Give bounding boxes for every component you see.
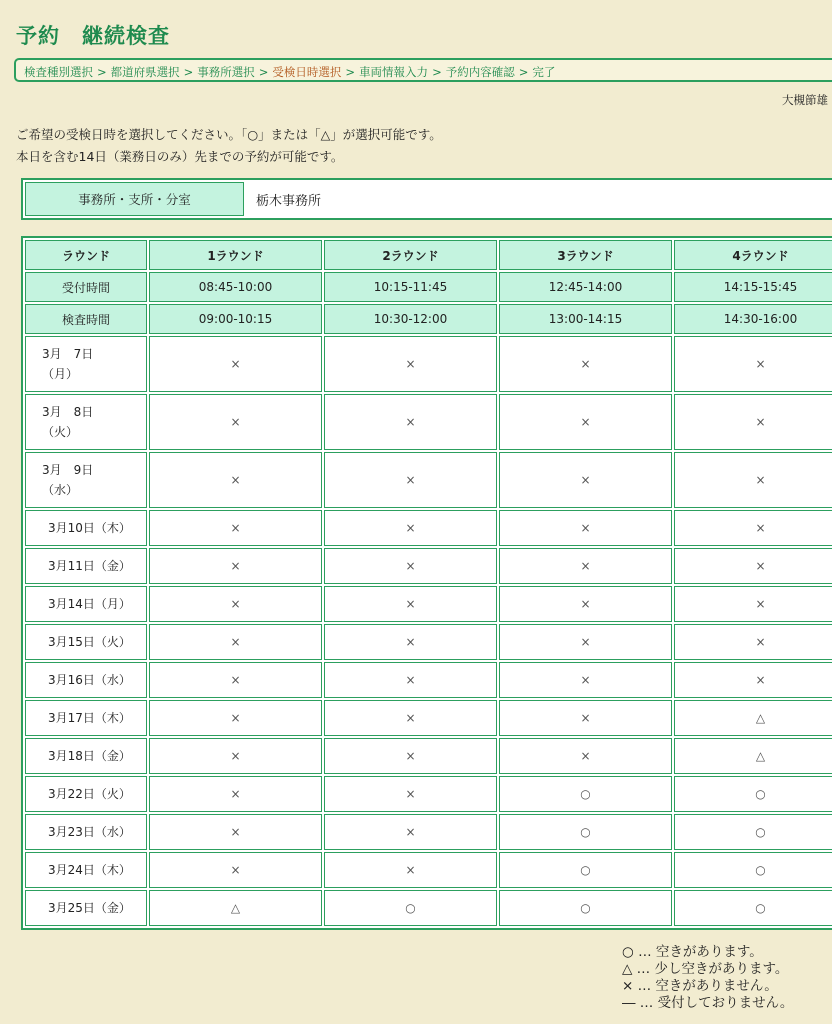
slot-cell: ×: [674, 452, 832, 508]
slot-cell: ×: [149, 586, 322, 622]
slot-cell: ×: [499, 394, 672, 450]
slot-cell: ×: [674, 394, 832, 450]
slot-cell: ×: [324, 336, 497, 392]
legend-item-full: × … 空きがありません。: [622, 978, 778, 994]
schedule-row: [25, 890, 832, 926]
legend-item-closed: ― … 受付しておりません。: [622, 995, 794, 1011]
page-title-main: 予約: [16, 24, 60, 48]
date-label: 3月25日: [48, 901, 95, 915]
reception-time: 10:15-11:45: [324, 272, 497, 302]
slot-cell[interactable]: △: [674, 738, 832, 774]
date-label: 3月10日: [48, 521, 95, 535]
date-cell: [25, 890, 147, 926]
slot-cell: ×: [674, 336, 832, 392]
slot-cell[interactable]: ○: [674, 776, 832, 812]
weekday-label: （水）: [94, 673, 131, 687]
slot-cell: ×: [499, 662, 672, 698]
weekday-label: （木）: [94, 863, 131, 877]
breadcrumb-link[interactable]: 検査種別選択: [24, 65, 93, 79]
weekday-label: （木）: [94, 711, 131, 725]
date-cell: [25, 336, 147, 392]
weekday-label: （水）: [94, 825, 131, 839]
breadcrumb-link[interactable]: 車両情報入力: [359, 65, 429, 79]
slot-cell: ×: [149, 852, 322, 888]
slot-cell: ×: [499, 510, 672, 546]
slot-cell: ×: [499, 586, 672, 622]
reception-time: 08:45-10:00: [149, 272, 322, 302]
schedule-row: [25, 336, 832, 392]
slot-cell: ×: [499, 700, 672, 736]
slot-cell[interactable]: ○: [499, 852, 672, 888]
weekday-label: （火）: [94, 787, 131, 801]
breadcrumb-separator: >: [258, 65, 269, 79]
slot-cell: ×: [674, 586, 832, 622]
weekday-label: （水）: [42, 483, 79, 497]
breadcrumb-separator: >: [518, 65, 529, 79]
slot-cell: ×: [324, 738, 497, 774]
weekday-label: （月）: [94, 597, 131, 611]
date-cell: [25, 452, 147, 508]
date-label: 3月24日: [48, 863, 95, 877]
date-cell: [25, 662, 147, 698]
breadcrumb-link[interactable]: 完了: [532, 65, 556, 79]
legend: [622, 944, 793, 1012]
schedule-row: [25, 700, 832, 736]
date-label: 3月14日: [48, 597, 95, 611]
round-header: 4ラウンド: [674, 240, 832, 270]
round-header: 1ラウンド: [149, 240, 322, 270]
date-label: 3月11日: [48, 559, 95, 573]
breadcrumb-current: 受検日時選択: [272, 65, 342, 79]
office-label: 事務所・支所・分室: [25, 182, 244, 216]
slot-cell: ×: [499, 336, 672, 392]
date-cell: [25, 814, 147, 850]
office-value: 栃木事務所: [256, 193, 322, 209]
reception-time-row: [25, 272, 832, 302]
date-cell: [25, 776, 147, 812]
slot-cell: ×: [149, 738, 322, 774]
breadcrumb-separator: >: [183, 65, 194, 79]
schedule-row: [25, 624, 832, 660]
reception-time: 12:45-14:00: [499, 272, 672, 302]
schedule-row: [25, 548, 832, 584]
slot-cell: ×: [149, 814, 322, 850]
date-label: 3月 8日: [42, 405, 94, 419]
breadcrumb: [14, 58, 832, 82]
date-label: 3月18日: [48, 749, 95, 763]
slot-cell[interactable]: ○: [499, 814, 672, 850]
slot-cell: ×: [149, 776, 322, 812]
weekday-label: （金）: [94, 901, 131, 915]
date-cell: [25, 738, 147, 774]
weekday-label: （金）: [94, 749, 131, 763]
date-label: 3月15日: [48, 635, 95, 649]
reception-time: 14:15-15:45: [674, 272, 832, 302]
date-label: 3月16日: [48, 673, 95, 687]
inspection-time: 13:00-14:15: [499, 304, 672, 334]
slot-cell: ×: [324, 586, 497, 622]
date-cell: [25, 586, 147, 622]
office-table: [21, 178, 832, 220]
date-cell: [25, 394, 147, 450]
slot-cell[interactable]: ○: [499, 890, 672, 926]
slot-cell: ×: [149, 510, 322, 546]
schedule-row: [25, 586, 832, 622]
weekday-label: （火）: [42, 425, 79, 439]
legend-item-available: ○ … 空きがあります。: [622, 944, 763, 960]
round-header: 2ラウンド: [324, 240, 497, 270]
slot-cell: ×: [324, 814, 497, 850]
slot-cell[interactable]: ○: [324, 890, 497, 926]
round-header-label: ラウンド: [25, 240, 147, 270]
instructions: [16, 124, 442, 168]
date-label: 3月 7日: [42, 347, 94, 361]
slot-cell: ×: [674, 624, 832, 660]
slot-cell: ×: [499, 452, 672, 508]
schedule-row: [25, 738, 832, 774]
user-name: 大槻節雄: [782, 93, 828, 107]
slot-cell: ×: [149, 336, 322, 392]
inspection-time-row: [25, 304, 832, 334]
slot-cell: ×: [324, 662, 497, 698]
slot-cell[interactable]: ○: [674, 890, 832, 926]
breadcrumb-separator: >: [345, 65, 356, 79]
inspection-time: 10:30-12:00: [324, 304, 497, 334]
weekday-label: （火）: [94, 635, 131, 649]
reception-time-label: 受付時間: [25, 272, 147, 302]
slot-cell[interactable]: △: [149, 890, 322, 926]
slot-cell[interactable]: ○: [674, 814, 832, 850]
weekday-label: （木）: [94, 521, 131, 535]
breadcrumb-link[interactable]: 予約内容確認: [445, 65, 515, 79]
weekday-label: （月）: [42, 367, 79, 381]
date-label: 3月17日: [48, 711, 95, 725]
slot-cell: ×: [324, 394, 497, 450]
slot-cell: ×: [499, 738, 672, 774]
slot-cell[interactable]: ○: [499, 776, 672, 812]
schedule-row: [25, 510, 832, 546]
schedule-row: [25, 662, 832, 698]
date-cell: [25, 700, 147, 736]
inspection-time: 14:30-16:00: [674, 304, 832, 334]
slot-cell: ×: [324, 624, 497, 660]
date-cell: [25, 548, 147, 584]
instruction-line: ご希望の受検日時を選択してください。「○」または「△」が選択可能です。: [16, 127, 442, 142]
page-title-sub: 継続検査: [82, 24, 170, 48]
date-cell: [25, 510, 147, 546]
schedule-row: [25, 394, 832, 450]
breadcrumb-separator: >: [97, 65, 107, 79]
schedule-row: [25, 814, 832, 850]
slot-cell: ×: [324, 548, 497, 584]
instruction-line: 本日を含む14日（業務日のみ）先までの予約が可能です。: [16, 149, 344, 164]
slot-cell: ×: [149, 452, 322, 508]
slot-cell: ×: [499, 624, 672, 660]
legend-item-few: △ … 少し空きがあります。: [622, 961, 789, 977]
breadcrumb-separator: >: [432, 65, 442, 79]
date-cell: [25, 624, 147, 660]
schedule-row: [25, 776, 832, 812]
slot-cell: ×: [324, 700, 497, 736]
breadcrumb-link[interactable]: 事務所選択: [197, 65, 255, 79]
slot-cell: ×: [324, 852, 497, 888]
slot-cell[interactable]: ○: [674, 852, 832, 888]
slot-cell: ×: [674, 662, 832, 698]
round-header: 3ラウンド: [499, 240, 672, 270]
inspection-time-label: 検査時間: [25, 304, 147, 334]
slot-cell: ×: [149, 700, 322, 736]
slot-cell: ×: [499, 548, 672, 584]
page-title: [16, 20, 170, 50]
slot-cell: ×: [674, 510, 832, 546]
schedule-row: [25, 852, 832, 888]
slot-cell: ×: [149, 662, 322, 698]
round-header-row: [25, 240, 832, 270]
slot-cell: ×: [324, 510, 497, 546]
slot-cell: ×: [674, 548, 832, 584]
breadcrumb-link[interactable]: 都道府県選択: [110, 65, 180, 79]
date-label: 3月22日: [48, 787, 95, 801]
slot-cell: ×: [149, 548, 322, 584]
schedule-row: [25, 452, 832, 508]
date-cell: [25, 852, 147, 888]
date-label: 3月 9日: [42, 463, 94, 477]
date-label: 3月23日: [48, 825, 95, 839]
slot-cell[interactable]: △: [674, 700, 832, 736]
slot-cell: ×: [324, 452, 497, 508]
slot-cell: ×: [149, 394, 322, 450]
slot-cell: ×: [324, 776, 497, 812]
inspection-time: 09:00-10:15: [149, 304, 322, 334]
weekday-label: （金）: [94, 559, 131, 573]
slot-cell: ×: [149, 624, 322, 660]
schedule-table: [21, 236, 832, 930]
